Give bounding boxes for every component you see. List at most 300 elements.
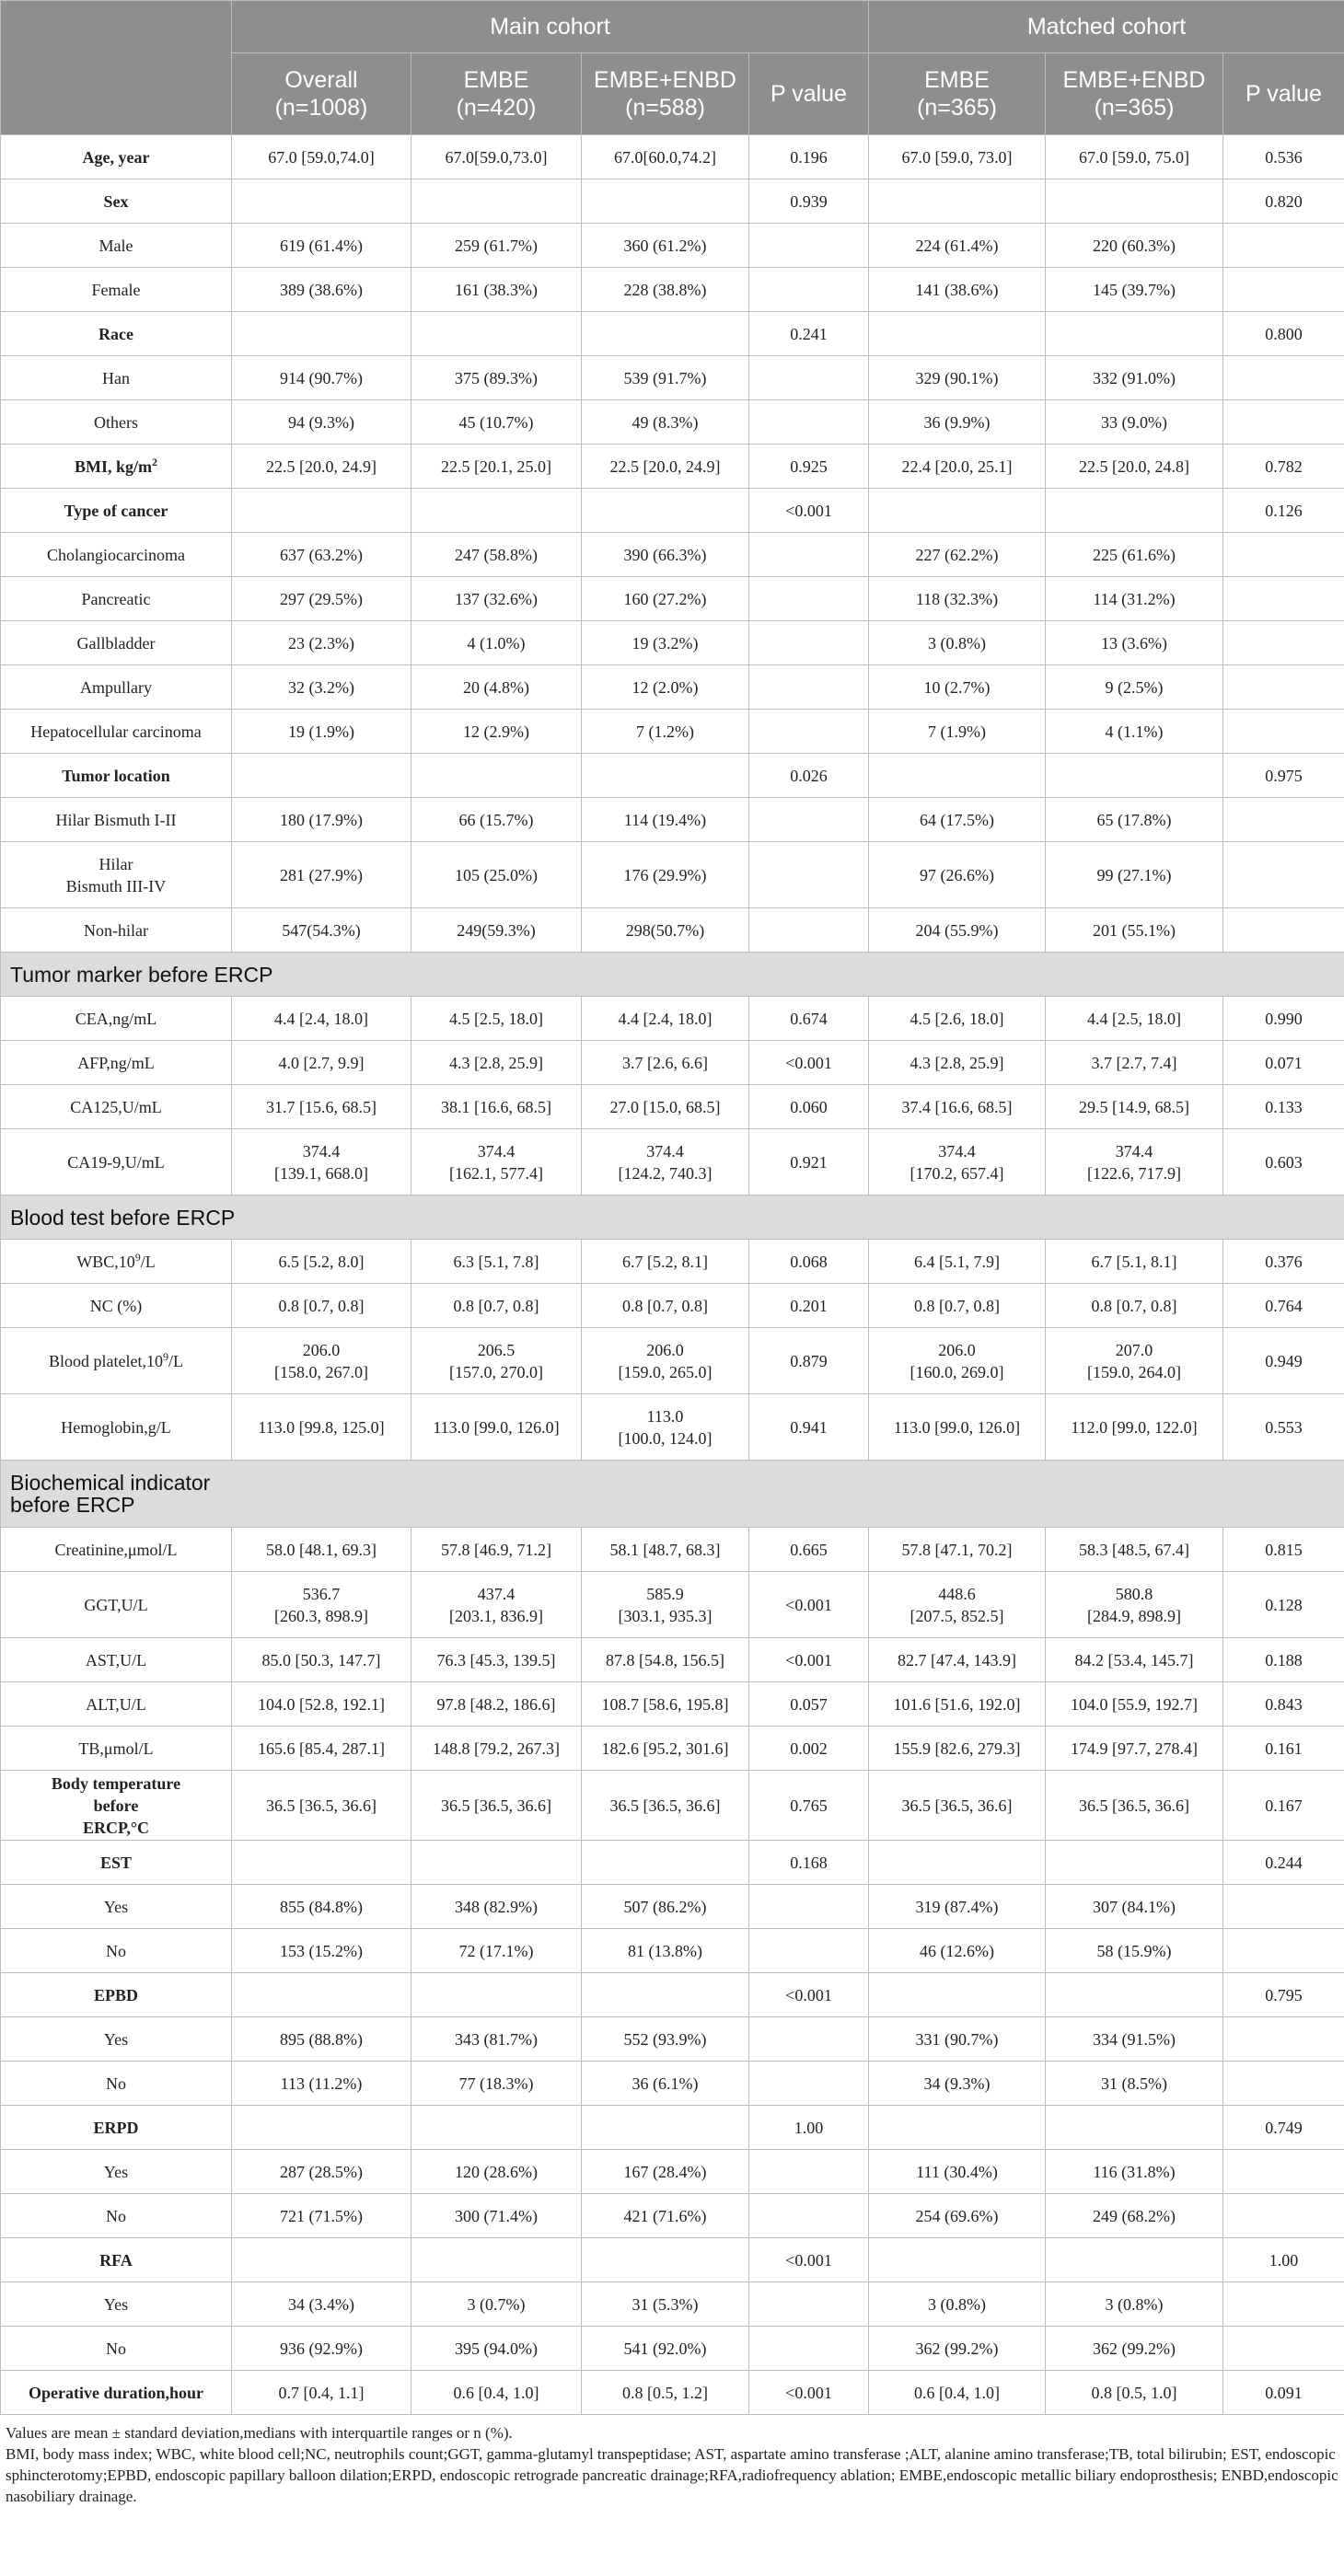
row-label-text: Cholangiocarcinoma: [47, 545, 185, 564]
table-cell: 332 (91.0%): [1046, 356, 1223, 400]
row-label-text: EST: [99, 1853, 133, 1872]
table-cell: 374.4 [122.6, 717.9]: [1046, 1129, 1223, 1196]
p-value-cell: [1223, 2062, 1344, 2106]
col-header-embe-enbd-matched: EMBE+ENBD (n=365): [1046, 53, 1223, 135]
p-value-cell: 0.990: [1223, 997, 1344, 1041]
table-cell: 319 (87.4%): [869, 1885, 1046, 1929]
row-label-text: No: [106, 2206, 126, 2225]
row-label: [1, 1929, 232, 1973]
table-row: [1, 798, 1344, 842]
footnotes: [0, 2415, 1344, 2507]
p-value-cell: [1223, 533, 1344, 577]
table-cell: 4 (1.1%): [1046, 710, 1223, 754]
p-value-cell: 0.815: [1223, 1528, 1344, 1572]
col-header-pvalue-main: P value: [749, 53, 869, 135]
table-cell: 81 (13.8%): [582, 1929, 749, 1973]
table-row: [1, 2327, 1344, 2371]
p-value-cell: 0.939: [749, 179, 869, 224]
table-cell: 36 (6.1%): [582, 2062, 749, 2106]
table-cell: 4.3 [2.8, 25.9]: [869, 1041, 1046, 1085]
table-row: [1, 1572, 1344, 1638]
p-value-cell: [749, 2150, 869, 2194]
p-value-cell: 0.949: [1223, 1328, 1344, 1394]
table-cell: 204 (55.9%): [869, 908, 1046, 953]
p-value-cell: 0.091: [1223, 2371, 1344, 2415]
table-cell: 36 (9.9%): [869, 400, 1046, 445]
row-label: [1, 135, 232, 179]
table-cell: 137 (32.6%): [411, 577, 582, 621]
row-label: [1, 445, 232, 489]
row-label-text: Hemoglobin,g/L: [61, 1417, 171, 1437]
p-value-cell: 0.244: [1223, 1841, 1344, 1885]
p-value-cell: 0.800: [1223, 312, 1344, 356]
table-cell: 27.0 [15.0, 68.5]: [582, 1085, 749, 1129]
p-value-cell: 0.765: [749, 1771, 869, 1841]
row-label: [1, 1129, 232, 1196]
table-row: [1, 1929, 1344, 1973]
p-value-cell: [1223, 577, 1344, 621]
col-header-embe-main: EMBE (n=420): [411, 53, 582, 135]
table-cell: [1046, 2238, 1223, 2282]
table-cell: 541 (92.0%): [582, 2327, 749, 2371]
p-value-cell: [1223, 2327, 1344, 2371]
table-row: [1, 2371, 1344, 2415]
table-cell: [411, 1973, 582, 2017]
table-row: [1, 1528, 1344, 1572]
p-value-cell: <0.001: [749, 1973, 869, 2017]
table-cell: 37.4 [16.6, 68.5]: [869, 1085, 1046, 1129]
table-cell: [582, 1973, 749, 2017]
table-cell: 3.7 [2.7, 7.4]: [1046, 1041, 1223, 1085]
table-cell: 176 (29.9%): [582, 842, 749, 908]
row-label-text: CEA,ng/mL: [75, 1009, 157, 1028]
table-cell: 348 (82.9%): [411, 1885, 582, 1929]
table-cell: 552 (93.9%): [582, 2017, 749, 2062]
table-cell: 67.0[59.0,73.0]: [411, 135, 582, 179]
table-cell: 536.7 [260.3, 898.9]: [232, 1572, 411, 1638]
table-cell: 0.7 [0.4, 1.1]: [232, 2371, 411, 2415]
p-value-cell: 0.921: [749, 1129, 869, 1196]
row-label-text: No: [106, 2339, 126, 2358]
section-title: Blood test before ERCP: [1, 1196, 1344, 1240]
row-label: [1, 2371, 232, 2415]
row-label: [1, 400, 232, 445]
row-label: [1, 2017, 232, 2062]
row-label: [1, 798, 232, 842]
footnote-values: Values are mean ± standard deviation,medians with interquartile ranges or n (%).: [6, 2424, 513, 2442]
row-label: [1, 1240, 232, 1284]
table-row: [1, 1085, 1344, 1129]
table-cell: 362 (99.2%): [869, 2327, 1046, 2371]
table-cell: 259 (61.7%): [411, 224, 582, 268]
p-value-cell: 0.060: [749, 1085, 869, 1129]
row-label-text: Others: [94, 412, 138, 432]
row-label-text: Ampullary: [80, 677, 152, 697]
row-label-suffix: /L: [168, 1351, 183, 1370]
p-value-cell: [749, 400, 869, 445]
table-cell: 539 (91.7%): [582, 356, 749, 400]
table-row: [1, 533, 1344, 577]
row-label: [1, 665, 232, 710]
cohort-header-row: [1, 1, 1344, 53]
table-row: [1, 577, 1344, 621]
table-row: [1, 1682, 1344, 1727]
row-label: [1, 842, 232, 908]
table-cell: 287 (28.5%): [232, 2150, 411, 2194]
p-value-cell: [749, 2282, 869, 2327]
table-cell: [1046, 1841, 1223, 1885]
table-cell: [582, 754, 749, 798]
row-label-text: BMI, kg/m: [74, 456, 152, 476]
row-label-superscript: 9: [134, 1250, 141, 1264]
table-cell: [1046, 312, 1223, 356]
row-label: [1, 1771, 232, 1841]
table-cell: 113 (11.2%): [232, 2062, 411, 2106]
table-row: [1, 1841, 1344, 1885]
table-cell: 58.3 [48.5, 67.4]: [1046, 1528, 1223, 1572]
p-value-cell: 0.196: [749, 135, 869, 179]
p-value-cell: 0.167: [1223, 1771, 1344, 1841]
table-row: [1, 312, 1344, 356]
table-cell: 389 (38.6%): [232, 268, 411, 312]
table-row: [1, 268, 1344, 312]
table-cell: [411, 2106, 582, 2150]
row-label-text: TB,μmol/L: [78, 1739, 154, 1758]
row-label-text: EPBD: [93, 1985, 138, 2004]
table-cell: 31 (5.3%): [582, 2282, 749, 2327]
table-row: [1, 1041, 1344, 1085]
table-cell: [582, 1841, 749, 1885]
table-cell: 390 (66.3%): [582, 533, 749, 577]
table-cell: 220 (60.3%): [1046, 224, 1223, 268]
row-label: [1, 1572, 232, 1638]
table-cell: 153 (15.2%): [232, 1929, 411, 1973]
table-cell: 57.8 [47.1, 70.2]: [869, 1528, 1046, 1572]
table-cell: 247 (58.8%): [411, 533, 582, 577]
table-cell: 619 (61.4%): [232, 224, 411, 268]
table-cell: 297 (29.5%): [232, 577, 411, 621]
table-cell: [232, 312, 411, 356]
table-cell: 182.6 [95.2, 301.6]: [582, 1727, 749, 1771]
table-cell: 4.4 [2.4, 18.0]: [232, 997, 411, 1041]
table-cell: 0.8 [0.7, 0.8]: [411, 1284, 582, 1328]
p-value-cell: 0.975: [1223, 754, 1344, 798]
table-row: [1, 2017, 1344, 2062]
table-cell: 0.8 [0.5, 1.2]: [582, 2371, 749, 2415]
p-value-cell: 0.128: [1223, 1572, 1344, 1638]
table-cell: 49 (8.3%): [582, 400, 749, 445]
p-value-cell: [1223, 400, 1344, 445]
table-cell: 4 (1.0%): [411, 621, 582, 665]
header-corner: [1, 1, 232, 135]
p-value-cell: [1223, 2194, 1344, 2238]
row-label-superscript: 9: [162, 1349, 168, 1363]
row-label-text: Sex: [103, 191, 129, 211]
table-cell: [869, 1973, 1046, 2017]
row-label: [1, 2106, 232, 2150]
table-cell: 120 (28.6%): [411, 2150, 582, 2194]
table-cell: 343 (81.7%): [411, 2017, 582, 2062]
table-cell: [582, 179, 749, 224]
table-cell: 67.0[60.0,74.2]: [582, 135, 749, 179]
table-row: [1, 2106, 1344, 2150]
table-cell: 4.4 [2.5, 18.0]: [1046, 997, 1223, 1041]
table-row: [1, 1973, 1344, 2017]
table-cell: [232, 1841, 411, 1885]
table-cell: 437.4 [203.1, 836.9]: [411, 1572, 582, 1638]
p-value-cell: [1223, 665, 1344, 710]
table-cell: 84.2 [53.4, 145.7]: [1046, 1638, 1223, 1682]
table-cell: 395 (94.0%): [411, 2327, 582, 2371]
table-cell: 116 (31.8%): [1046, 2150, 1223, 2194]
section-title: Biochemical indicator before ERCP: [1, 1461, 1344, 1528]
table-cell: 206.0 [160.0, 269.0]: [869, 1328, 1046, 1394]
table-cell: [411, 312, 582, 356]
table-cell: 104.0 [52.8, 192.1]: [232, 1682, 411, 1727]
p-value-cell: 0.002: [749, 1727, 869, 1771]
table-cell: 58 (15.9%): [1046, 1929, 1223, 1973]
section-header-row: [1, 1461, 1344, 1528]
table-cell: [1046, 489, 1223, 533]
table-cell: 10 (2.7%): [869, 665, 1046, 710]
col-header-overall: Overall (n=1008): [232, 53, 411, 135]
table-cell: 165.6 [85.4, 287.1]: [232, 1727, 411, 1771]
table-cell: 249(59.3%): [411, 908, 582, 953]
row-label: [1, 1682, 232, 1727]
table-cell: 637 (63.2%): [232, 533, 411, 577]
table-cell: 148.8 [79.2, 267.3]: [411, 1727, 582, 1771]
row-label-text: Age, year: [82, 147, 150, 167]
table-cell: 67.0 [59.0,74.0]: [232, 135, 411, 179]
table-row: [1, 2062, 1344, 2106]
table-cell: 77 (18.3%): [411, 2062, 582, 2106]
row-label: [1, 2327, 232, 2371]
table-cell: 895 (88.8%): [232, 2017, 411, 2062]
table-cell: 225 (61.6%): [1046, 533, 1223, 577]
row-label-text: ALT,U/L: [86, 1694, 146, 1714]
table-cell: 0.6 [0.4, 1.0]: [869, 2371, 1046, 2415]
table-cell: 64 (17.5%): [869, 798, 1046, 842]
p-value-cell: 0.241: [749, 312, 869, 356]
table-cell: 34 (9.3%): [869, 2062, 1046, 2106]
table-cell: [411, 754, 582, 798]
row-label-text: Male: [98, 236, 133, 255]
p-value-cell: [1223, 2017, 1344, 2062]
table-cell: [1046, 754, 1223, 798]
row-label-text: Hepatocellular carcinoma: [30, 722, 202, 741]
table-cell: [582, 2238, 749, 2282]
table-cell: 3 (0.8%): [869, 621, 1046, 665]
table-cell: 300 (71.4%): [411, 2194, 582, 2238]
row-label: [1, 224, 232, 268]
matched-cohort-header: Matched cohort: [869, 1, 1344, 53]
table-cell: 375 (89.3%): [411, 356, 582, 400]
p-value-cell: [749, 533, 869, 577]
table-row: [1, 1328, 1344, 1394]
row-label-text: Non-hilar: [84, 920, 148, 940]
p-value-cell: [1223, 1885, 1344, 1929]
p-value-cell: [749, 2194, 869, 2238]
table-row: [1, 908, 1344, 953]
table-cell: 20 (4.8%): [411, 665, 582, 710]
p-value-cell: 0.764: [1223, 1284, 1344, 1328]
section-header-row: [1, 1196, 1344, 1240]
row-label: [1, 754, 232, 798]
p-value-cell: 0.126: [1223, 489, 1344, 533]
table-cell: 114 (31.2%): [1046, 577, 1223, 621]
table-cell: 72 (17.1%): [411, 1929, 582, 1973]
table-cell: 114 (19.4%): [582, 798, 749, 842]
row-label: [1, 1727, 232, 1771]
table-cell: 45 (10.7%): [411, 400, 582, 445]
footnote-abbreviations: BMI, body mass index; WBC, white blood cell;NC, neutrophils count;GGT, gamma-glutamyl transpeptidase; AST, aspartate amino transferase ;ALT, alanine amino transferase;TB, total bilirubin; EST, endoscopic sphincterotomy;EPBD, endoscopic papillary balloon dilation;ERPD, endoscopic retrograde pancreatic drainage;RFA,radiofrequency ablation; EMBE,endoscopic metallic biliary endoprosthesis; ENBD,endoscopic nasobiliary drainage.: [6, 2445, 1338, 2505]
table-cell: [869, 2106, 1046, 2150]
p-value-cell: [749, 2327, 869, 2371]
table-cell: [411, 489, 582, 533]
table-cell: 4.5 [2.5, 18.0]: [411, 997, 582, 1041]
row-label-text: Operative duration,hour: [28, 2383, 203, 2402]
table-row: [1, 842, 1344, 908]
table-cell: 22.5 [20.0, 24.9]: [582, 445, 749, 489]
table-cell: 227 (62.2%): [869, 533, 1046, 577]
table-cell: 66 (15.7%): [411, 798, 582, 842]
row-label: [1, 1841, 232, 1885]
table-cell: 3 (0.7%): [411, 2282, 582, 2327]
p-value-cell: [749, 798, 869, 842]
table-cell: 374.4 [124.2, 740.3]: [582, 1129, 749, 1196]
table-cell: 12 (2.9%): [411, 710, 582, 754]
p-value-cell: [1223, 2282, 1344, 2327]
table-cell: 167 (28.4%): [582, 2150, 749, 2194]
p-value-cell: <0.001: [749, 2238, 869, 2282]
p-value-cell: 0.553: [1223, 1394, 1344, 1461]
table-cell: 94 (9.3%): [232, 400, 411, 445]
table-cell: 97 (26.6%): [869, 842, 1046, 908]
table-cell: 362 (99.2%): [1046, 2327, 1223, 2371]
table-cell: 0.8 [0.5, 1.0]: [1046, 2371, 1223, 2415]
row-label-text: CA125,U/mL: [70, 1097, 162, 1116]
table-cell: [411, 179, 582, 224]
row-label-text: Blood platelet,10: [49, 1351, 163, 1370]
p-value-cell: [749, 2017, 869, 2062]
table-cell: 22.4 [20.0, 25.1]: [869, 445, 1046, 489]
table-cell: 36.5 [36.5, 36.6]: [869, 1771, 1046, 1841]
table-cell: 113.0 [99.8, 125.0]: [232, 1394, 411, 1461]
row-label: [1, 908, 232, 953]
p-value-cell: [1223, 1929, 1344, 1973]
table-row: [1, 1240, 1344, 1284]
table-row: [1, 1394, 1344, 1461]
table-row: [1, 1771, 1344, 1841]
row-label-text: ERPD: [93, 2118, 139, 2137]
p-value-cell: [749, 1929, 869, 1973]
table-cell: 6.5 [5.2, 8.0]: [232, 1240, 411, 1284]
table-cell: [1046, 2106, 1223, 2150]
table-cell: [232, 1973, 411, 2017]
table-cell: 101.6 [51.6, 192.0]: [869, 1682, 1046, 1727]
table-row: [1, 224, 1344, 268]
table-cell: 36.5 [36.5, 36.6]: [411, 1771, 582, 1841]
table-cell: [869, 2238, 1046, 2282]
table-cell: [1046, 1973, 1223, 2017]
table-cell: 3 (0.8%): [869, 2282, 1046, 2327]
table-cell: [411, 2238, 582, 2282]
table-cell: 34 (3.4%): [232, 2282, 411, 2327]
p-value-cell: [749, 842, 869, 908]
table-row: [1, 489, 1344, 533]
p-value-cell: 0.941: [749, 1394, 869, 1461]
table-cell: 721 (71.5%): [232, 2194, 411, 2238]
p-value-cell: [749, 1885, 869, 1929]
row-label: [1, 2282, 232, 2327]
p-value-cell: [1223, 710, 1344, 754]
main-cohort-header: Main cohort: [232, 1, 869, 53]
table-cell: 19 (3.2%): [582, 621, 749, 665]
table-cell: 111 (30.4%): [869, 2150, 1046, 2194]
table-cell: 4.4 [2.4, 18.0]: [582, 997, 749, 1041]
table-cell: 7 (1.2%): [582, 710, 749, 754]
p-value-cell: 0.795: [1223, 1973, 1344, 2017]
table-cell: 331 (90.7%): [869, 2017, 1046, 2062]
p-value-cell: 0.068: [749, 1240, 869, 1284]
p-value-cell: 0.603: [1223, 1129, 1344, 1196]
table-cell: 228 (38.8%): [582, 268, 749, 312]
p-value-cell: <0.001: [749, 2371, 869, 2415]
table-cell: 4.0 [2.7, 9.9]: [232, 1041, 411, 1085]
section-title: Tumor marker before ERCP: [1, 953, 1344, 997]
table-cell: 99 (27.1%): [1046, 842, 1223, 908]
row-label: [1, 312, 232, 356]
table-cell: [1046, 179, 1223, 224]
p-value-cell: [1223, 356, 1344, 400]
row-label: [1, 1638, 232, 1682]
table-cell: 36.5 [36.5, 36.6]: [582, 1771, 749, 1841]
row-label-text: Pancreatic: [81, 589, 151, 608]
table-row: [1, 997, 1344, 1041]
table-cell: 0.8 [0.7, 0.8]: [232, 1284, 411, 1328]
row-label: [1, 1041, 232, 1085]
col-header-pvalue-matched: P value: [1223, 53, 1344, 135]
table-cell: [232, 754, 411, 798]
p-value-cell: 0.188: [1223, 1638, 1344, 1682]
table-cell: 67.0 [59.0, 75.0]: [1046, 135, 1223, 179]
table-cell: 174.9 [97.7, 278.4]: [1046, 1727, 1223, 1771]
table-cell: 6.3 [5.1, 7.8]: [411, 1240, 582, 1284]
table-cell: 87.8 [54.8, 156.5]: [582, 1638, 749, 1682]
table-cell: 936 (92.9%): [232, 2327, 411, 2371]
table-cell: [869, 489, 1046, 533]
table-cell: 65 (17.8%): [1046, 798, 1223, 842]
table-cell: 67.0 [59.0, 73.0]: [869, 135, 1046, 179]
p-value-cell: [1223, 621, 1344, 665]
table-cell: 855 (84.8%): [232, 1885, 411, 1929]
table-cell: 547(54.3%): [232, 908, 411, 953]
p-value-cell: <0.001: [749, 1572, 869, 1638]
table-row: [1, 2150, 1344, 2194]
table-row: [1, 754, 1344, 798]
table-cell: 224 (61.4%): [869, 224, 1046, 268]
p-value-cell: 0.820: [1223, 179, 1344, 224]
section-header-row: [1, 953, 1344, 997]
table-row: [1, 179, 1344, 224]
p-value-cell: 0.071: [1223, 1041, 1344, 1085]
table-cell: 33 (9.0%): [1046, 400, 1223, 445]
row-label-text: No: [106, 1941, 126, 1960]
p-value-cell: [1223, 268, 1344, 312]
row-label-text: WBC,10: [76, 1252, 135, 1271]
table-cell: [869, 1841, 1046, 1885]
table-cell: 141 (38.6%): [869, 268, 1046, 312]
